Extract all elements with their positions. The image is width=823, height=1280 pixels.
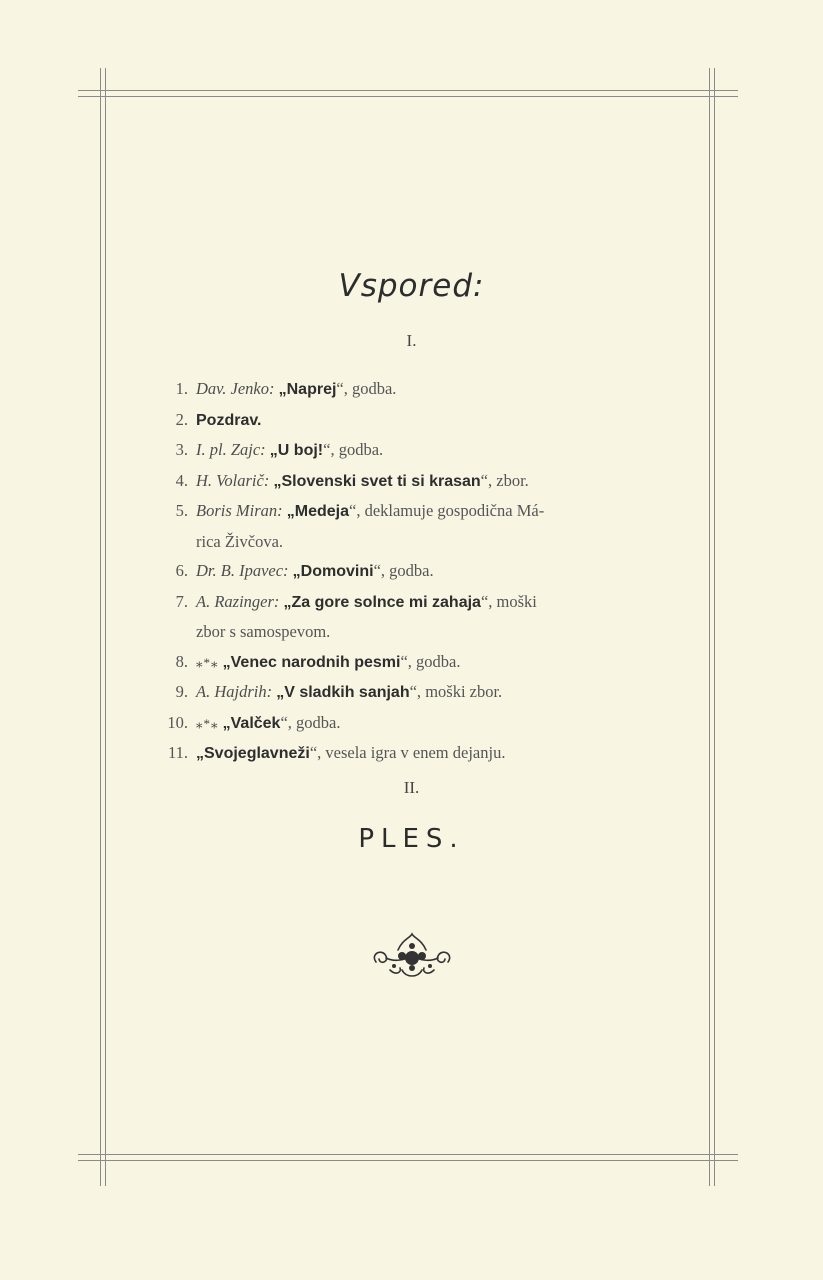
item-quote-close: “, — [323, 440, 339, 459]
programme-item — [150, 374, 665, 405]
programme-item — [150, 405, 665, 436]
ples-heading: PLES. — [358, 824, 465, 854]
item-text — [196, 374, 665, 405]
item-composer: H. Volarič: — [196, 470, 270, 490]
item-quote-open: „ — [276, 684, 285, 701]
section-heading-1: I. — [406, 331, 417, 350]
item-quote-open: „ — [278, 381, 287, 398]
item-number: 2. — [175, 409, 188, 429]
item-quote-close: “, — [336, 379, 352, 398]
item-text — [196, 647, 665, 678]
programme-item — [150, 556, 665, 587]
item-number: 7. — [175, 591, 188, 611]
item-text — [196, 496, 665, 527]
item-description: zbor. — [496, 470, 529, 490]
item-quote-open: „ — [292, 563, 301, 580]
item-number: 3. — [175, 440, 188, 459]
item-number: 5. — [175, 501, 188, 520]
item-text — [196, 556, 665, 587]
item-work-title: Naprej — [286, 381, 337, 398]
programme-item — [150, 435, 665, 466]
item-composer: Dav. Jenko: — [196, 379, 275, 398]
item-composer: ⁎*⁎ — [196, 715, 219, 731]
item-quote-open: „ — [273, 472, 282, 490]
item-quote-open: „ — [286, 503, 295, 520]
item-number: 6. — [175, 561, 188, 580]
item-description: godba. — [296, 712, 341, 732]
item-quote-close: “, — [309, 743, 326, 762]
item-composer: Dr. B. Ipavec: — [196, 561, 289, 580]
item-description: godba. — [338, 440, 384, 459]
programme-item — [150, 738, 665, 769]
item-description: godba. — [416, 651, 461, 671]
frame-bottom-rule — [78, 1154, 738, 1161]
item-quote-open: „ — [283, 593, 292, 611]
item-description: vesela igra v enem dejanju. — [325, 743, 506, 762]
frame-right-rule — [709, 68, 715, 1186]
item-text — [196, 435, 665, 466]
item-quote-close: “, — [349, 501, 365, 520]
item-quote-open: „ — [269, 442, 278, 459]
item-continuation: rica Živčova. — [196, 531, 284, 551]
item-number: 11. — [167, 743, 188, 762]
programme-item — [150, 496, 665, 527]
item-work-title: Za gore solnce mi zahaja — [291, 593, 481, 611]
item-quote-close: “, — [280, 712, 297, 732]
item-text — [196, 587, 665, 618]
item-number: 9. — [175, 682, 188, 701]
item-description: godba. — [389, 561, 434, 580]
frame-top-rule — [78, 90, 738, 97]
item-quote-open: „ — [222, 714, 231, 732]
item-work-title: U boj! — [277, 442, 324, 459]
item-work-title: Medeja — [294, 503, 349, 520]
programme-list — [150, 374, 665, 769]
item-work-title: V sladkih sanjah — [284, 684, 410, 701]
item-text — [196, 708, 665, 739]
item-composer: A. Hajdrih: — [196, 682, 273, 701]
item-composer: Boris Miran: — [196, 501, 283, 520]
item-quote-close: “, — [480, 591, 497, 611]
item-text — [196, 677, 665, 708]
item-text — [196, 405, 665, 436]
item-description: deklamuje gospodična Má- — [364, 501, 545, 520]
item-number: 4. — [175, 470, 188, 490]
section-heading-2: II. — [403, 778, 420, 797]
programme-item — [150, 587, 665, 618]
programme-item — [150, 647, 665, 678]
item-quote-close: “, — [373, 561, 390, 580]
page-title: Vspored: — [338, 268, 485, 304]
item-description: moški zbor. — [425, 682, 503, 701]
frame-left-rule — [100, 68, 106, 1186]
item-work-title: Venec narodnih pesmi — [230, 653, 401, 671]
item-work-title: Domovini — [300, 563, 374, 580]
item-work-title: Svojeglavneži — [204, 745, 310, 762]
item-number: 8. — [175, 651, 188, 671]
programme-item — [150, 677, 665, 708]
item-number: 10. — [167, 712, 188, 732]
item-work-title: Valček — [230, 714, 281, 732]
item-composer: I. pl. Zajc: — [196, 440, 266, 459]
item-composer: ⁎*⁎ — [196, 654, 219, 670]
item-description: godba. — [351, 379, 397, 398]
item-quote-close: “, — [400, 651, 417, 671]
item-text — [196, 738, 665, 769]
item-number: 1. — [175, 379, 188, 398]
programme-item — [150, 708, 665, 739]
item-text — [196, 466, 665, 497]
item-work-title: Slovenski svet ti si krasan — [281, 472, 481, 490]
floral-ornament-icon — [368, 932, 456, 989]
item-quote-close: “, — [480, 470, 497, 490]
item-quote-open: „ — [196, 745, 204, 762]
item-description: moški — [496, 591, 537, 611]
item-composer: A. Razinger: — [196, 591, 280, 611]
item-continuation: zbor s samospevom. — [196, 622, 331, 641]
item-quote-close: “, — [409, 682, 426, 701]
programme-item — [150, 466, 665, 497]
item-quote-open: „ — [222, 653, 231, 671]
item-work-title: Pozdrav. — [196, 411, 262, 429]
